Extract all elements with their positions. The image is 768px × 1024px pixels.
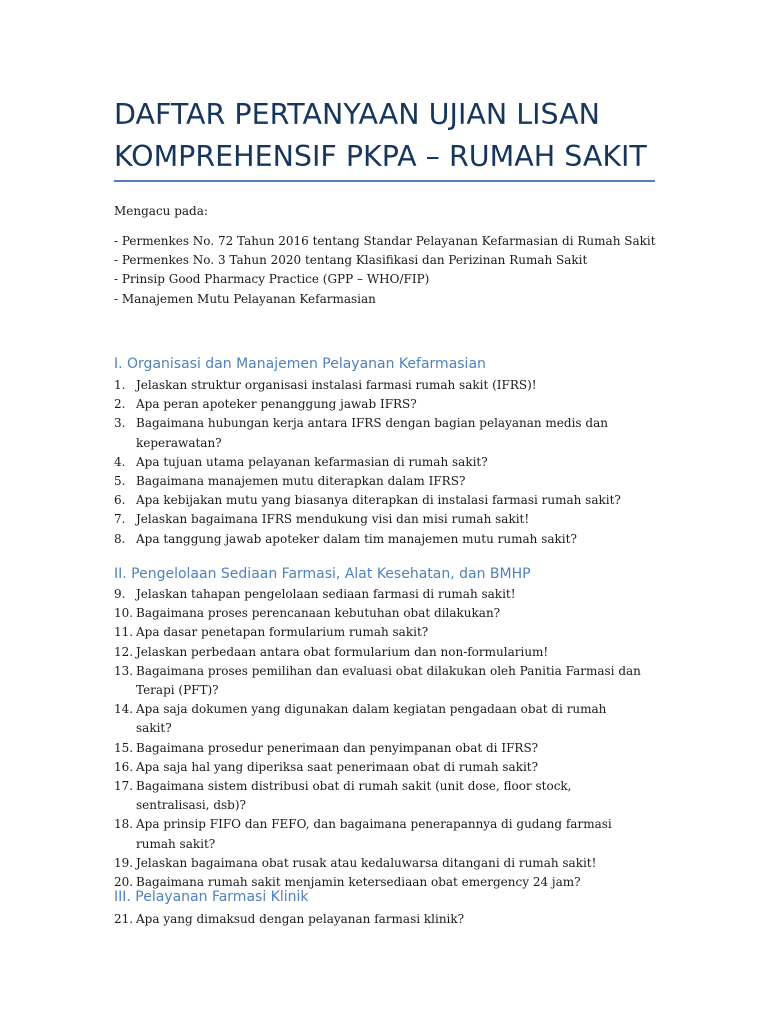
question-item — [114, 739, 644, 758]
question-item — [114, 472, 644, 491]
title-underline — [114, 180, 655, 182]
question-text: Bagaimana sistem distribusi obat di rumah sakit (unit dose, floor stock, sentralisasi, dsb)? — [136, 779, 572, 813]
reference-item: - Permenkes No. 3 Tahun 2020 tentang Klasifikasi dan Perizinan Rumah Sakit — [114, 253, 588, 268]
intro-label: Mengacu pada: — [114, 204, 208, 218]
question-item — [114, 510, 644, 529]
section-heading-2: II. Pengelolaan Sediaan Farmasi, Alat Kesehatan, dan BMHP — [114, 566, 531, 582]
question-item — [114, 585, 644, 604]
question-text: Bagaimana proses perencanaan kebutuhan obat dilakukan? — [136, 606, 501, 621]
question-item — [114, 623, 644, 642]
section-heading-1: I. Organisasi dan Manajemen Pelayanan Kefarmasian — [114, 356, 486, 372]
question-number: 10. — [114, 606, 134, 621]
question-number: 3. — [114, 416, 126, 431]
question-text: Bagaimana proses pemilihan dan evaluasi obat dilakukan oleh Panitia Farmasi dan Terapi (PFT)? — [136, 663, 641, 698]
question-text: Jelaskan tahapan pengelolaan sediaan farmasi di rumah sakit! — [136, 587, 516, 601]
question-text: Apa dasar penetapan formularium rumah sakit? — [136, 625, 429, 640]
question-text: Jelaskan struktur organisasi instalasi farmasi rumah sakit (IFRS)! — [136, 378, 537, 392]
question-item — [114, 604, 644, 623]
question-text: Apa saja dokumen yang digunakan dalam kegiatan pengadaan obat di rumah sakit? — [136, 702, 607, 736]
question-item — [114, 662, 644, 700]
question-number: 4. — [114, 454, 126, 469]
question-number: 21. — [114, 912, 134, 926]
question-number: 14. — [114, 702, 134, 717]
reference-item: - Prinsip Good Pharmacy Practice (GPP – WHO/FIP) — [114, 272, 430, 287]
question-number: 15. — [114, 740, 134, 755]
question-item — [114, 530, 644, 549]
reference-item: - Manajemen Mutu Pelayanan Kefarmasian — [114, 291, 376, 306]
question-text: Bagaimana prosedur penerimaan dan penyimpanan obat di IFRS? — [136, 740, 539, 755]
question-item — [114, 453, 644, 472]
question-text: Apa kebijakan mutu yang biasanya diterapkan di instalasi farmasi rumah sakit? — [136, 493, 621, 508]
reference-item: - Permenkes No. 72 Tahun 2016 tentang Standar Pelayanan Kefarmasian di Rumah Sakit — [114, 234, 656, 248]
question-item — [114, 414, 644, 452]
question-text: Apa yang dimaksud dengan pelayanan farmasi klinik? — [136, 912, 465, 926]
question-text: Apa prinsip FIFO dan FEFO, dan bagaimana penerapannya di gudang farmasi rumah sakit? — [136, 817, 612, 851]
question-number: 16. — [114, 759, 134, 774]
question-number: 8. — [114, 531, 126, 546]
question-item — [114, 643, 644, 662]
question-text: Jelaskan bagaimana obat rusak atau kedaluwarsa ditangani di rumah sakit! — [136, 855, 597, 870]
question-list-3 — [114, 910, 644, 929]
question-list-1 — [114, 376, 644, 549]
question-item — [114, 395, 644, 414]
question-number: 7. — [114, 512, 126, 527]
question-list-2 — [114, 585, 644, 892]
question-text: Bagaimana hubungan kerja antara IFRS dengan bagian pelayanan medis dan keperawatan? — [136, 416, 608, 450]
question-text: Apa peran apoteker penanggung jawab IFRS? — [136, 397, 417, 412]
question-item — [114, 700, 644, 738]
question-item — [114, 910, 644, 929]
question-item — [114, 491, 644, 510]
question-number: 19. — [114, 855, 134, 870]
section-heading-3: III. Pelayanan Farmasi Klinik — [114, 889, 309, 905]
question-number: 13. — [114, 663, 134, 678]
question-number: 11. — [114, 625, 134, 640]
question-text: Jelaskan bagaimana IFRS mendukung visi dan misi rumah sakit! — [136, 512, 530, 527]
question-text: Jelaskan perbedaan antara obat formularium dan non-formularium! — [136, 644, 549, 659]
question-text: Bagaimana rumah sakit menjamin ketersediaan obat emergency 24 jam? — [136, 875, 581, 890]
question-item — [114, 854, 644, 873]
question-item — [114, 777, 644, 815]
question-text: Apa tujuan utama pelayanan kefarmasian di rumah sakit? — [136, 454, 488, 469]
question-number: 18. — [114, 817, 134, 832]
question-number: 17. — [114, 779, 134, 794]
question-text: Apa tanggung jawab apoteker dalam tim manajemen mutu rumah sakit? — [136, 531, 577, 546]
question-text: Bagaimana manajemen mutu diterapkan dalam IFRS? — [136, 474, 466, 489]
question-item — [114, 815, 644, 853]
question-item — [114, 376, 644, 395]
question-number: 12. — [114, 644, 134, 659]
question-number: 1. — [114, 378, 126, 392]
question-item — [114, 758, 644, 777]
question-number: 2. — [114, 397, 126, 412]
reference-list — [114, 232, 656, 309]
question-number: 9. — [114, 587, 126, 601]
question-text: Apa saja hal yang diperiksa saat penerimaan obat di rumah sakit? — [136, 759, 539, 774]
question-number: 20. — [114, 875, 134, 890]
document-title: DAFTAR PERTANYAAN UJIAN LISAN KOMPREHENSIF PKPA – RUMAH SAKIT — [114, 98, 647, 173]
question-number: 6. — [114, 493, 126, 508]
question-number: 5. — [114, 474, 126, 489]
